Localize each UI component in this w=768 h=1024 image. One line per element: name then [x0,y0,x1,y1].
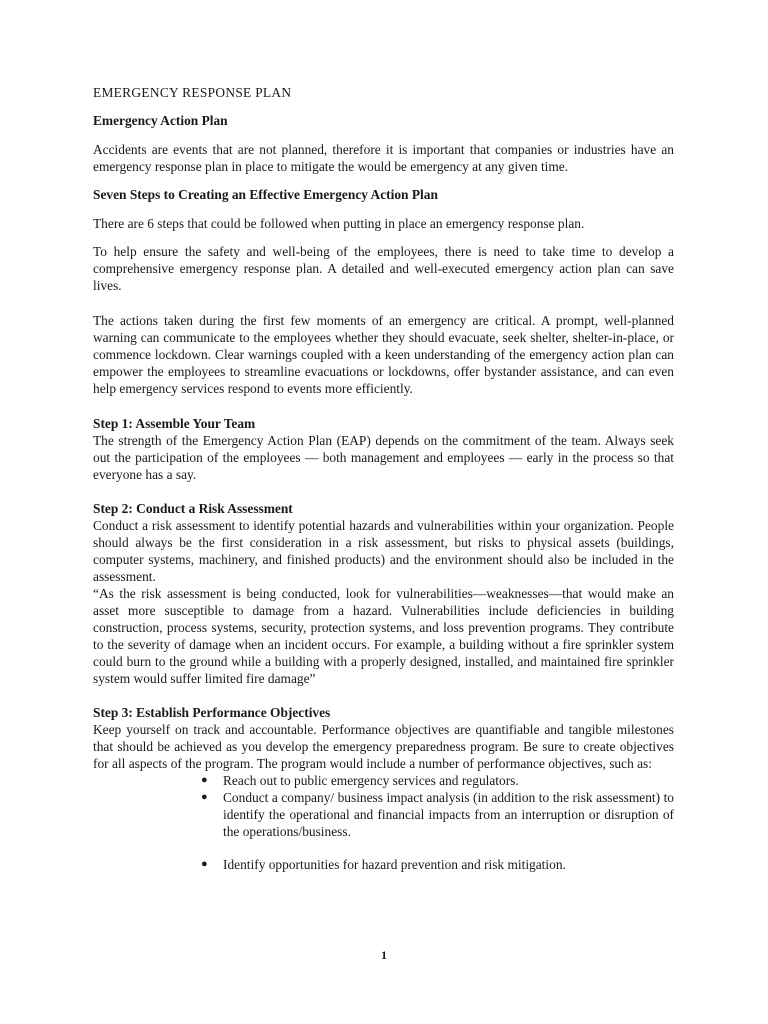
page-number: 1 [381,948,387,962]
step-paragraph: The strength of the Emergency Action Plan (EAP) depends on the commitment of the team. Always seek out the participation of the employees — both management and employees — early in the process so that everyone has a say. [93,433,674,482]
document-title: EMERGENCY RESPONSE PLAN [93,85,292,100]
step-1-section [93,415,674,483]
list-item [201,772,674,789]
list-item-text: Identify opportunities for hazard prevention and risk mitigation. [223,857,566,872]
step-3-section [93,704,674,873]
step-heading: Step 2: Conduct a Risk Assessment [93,501,293,516]
section-heading-emergency-action-plan: Emergency Action Plan [93,113,228,128]
list-item [201,789,674,840]
safety-paragraph: To help ensure the safety and well-being of the employees, there is need to take time to develop a comprehensive emergency response plan. A detailed and well-executed emergency action plan can save lives. [93,244,674,293]
list-item-text: Reach out to public emergency services and regulators. [223,773,519,788]
performance-objectives-list [93,772,674,873]
step-heading: Step 3: Establish Performance Objectives [93,705,331,720]
section-heading-seven-steps: Seven Steps to Creating an Effective Emergency Action Plan [93,187,438,202]
bullet-icon: ● [201,791,208,803]
step-2-section [93,500,674,687]
document-page [93,84,674,889]
actions-paragraph: The actions taken during the first few moments of an emergency are critical. A prompt, well-planned warning can communicate to the employees whether they should evacuate, seek shelter, shelter-in-place, or commence lockdown. Clear warnings coupled with a keen understanding of the emergency action plan can empower the employees to streamline evacuations or lockdowns, offer bystander assistance, and can even help emergency services respond to events more efficiently. [93,313,674,396]
list-item [201,856,674,873]
step-paragraph: Conduct a risk assessment to identify potential hazards and vulnerabilities within your organization. People should always be the first consideration in a risk assessment, but risks to physical assets (buildings, computer systems, machinery, and finished products) and the environment should also be included in the assessment. [93,518,674,584]
steps-intro-paragraph: There are 6 steps that could be followed when putting in place an emergency response plan. [93,216,585,231]
step-heading: Step 1: Assemble Your Team [93,416,256,431]
step-paragraph: Keep yourself on track and accountable. Performance objectives are quantifiable and tangible milestones that should be achieved as you develop the emergency preparedness program. Be sure to create objectives for all aspects of the program. The program would include a number of performance objectives, such as: [93,722,674,771]
bullet-icon: ● [201,858,208,870]
intro-paragraph: Accidents are events that are not planned, therefore it is important that companies or industries have an emergency response plan in place to mitigate the would be emergency at any given time. [93,142,674,174]
step-quote-paragraph: “As the risk assessment is being conducted, look for vulnerabilities—weaknesses—that would make an asset more susceptible to damage from a hazard. Vulnerabilities include deficiencies in building construction, process systems, security, protection systems, and loss prevention programs. They contribute to the severity of damage when an incident occurs. For example, a building without a fire sprinkler system could burn to the ground while a building with a properly designed, installed, and maintained fire sprinkler system would suffer limited fire damage” [93,586,674,686]
list-item-text: Conduct a company/ business impact analysis (in addition to the risk assessment) to identify the operational and financial impacts from an interruption or disruption of the operations/business. [223,790,674,839]
bullet-icon: ● [201,774,208,786]
